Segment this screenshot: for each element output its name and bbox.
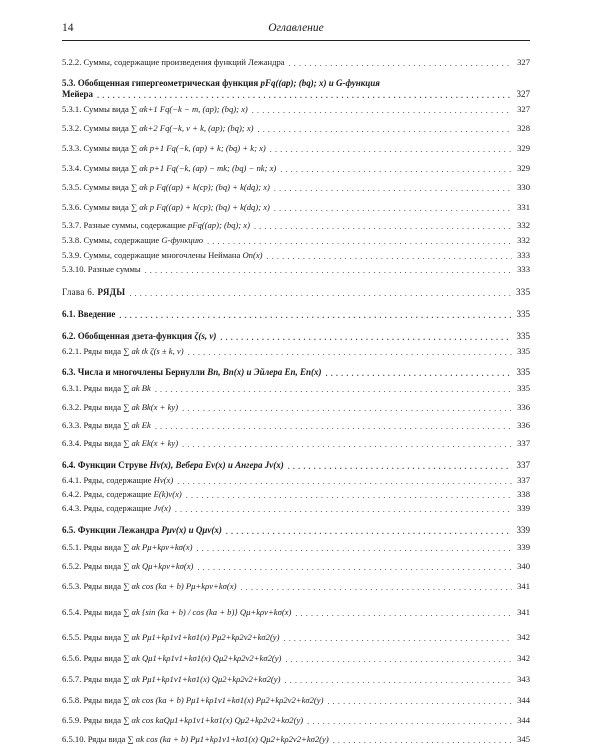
running-title: Оглавление (268, 22, 324, 34)
toc-entry[interactable]: 6.4.2. Ряды, содержащие E(k)ν(x) . . . 338 (62, 489, 530, 500)
toc-section-cont[interactable]: Мейера . . . 327 (62, 89, 530, 100)
toc-entry[interactable]: 5.3.9. Суммы, содержащие многочлены Неймана On(x) . . . 333 (62, 250, 530, 261)
toc-section[interactable]: 6.5. Функции Лежандра Pμν(x) и Qμν(x) . . . 339 (62, 525, 530, 536)
toc-entry[interactable]: 6.2.1. Ряды вида ∑ ak tk ζ(s ± k, ν) . . . 335 (62, 346, 530, 357)
toc-entry[interactable]: 6.3.4. Ряды вида ∑ ak Ek(x + ky) . . . 337 (62, 438, 530, 449)
toc-chapter[interactable]: Глава 6. РЯДЫ . . . 335 (62, 287, 530, 298)
document-page (62, 22, 531, 744)
toc-entry[interactable]: 6.3.3. Ряды вида ∑ ak Ek . . . 336 (62, 420, 530, 431)
toc-entry[interactable]: 5.3.3. Суммы вида ∑ αk p+1 Fq(−k, (ap) + k; (bq) + k; x) . . . 329 (62, 143, 530, 154)
toc-entry[interactable]: 5.3.8. Суммы, содержащие G-функцию . . . 332 (62, 235, 530, 246)
toc-entry[interactable]: 6.5.7. Ряды вида ∑ αk Pμ1+kρ1ν1+kσ1(x) Qμ2+kρ2ν2+kσ2(y) . . . 343 (62, 674, 530, 685)
toc-entry[interactable]: 6.5.8. Ряды вида ∑ αk cos (ka + b) Pμ1+kρ1ν1+kσ1(x) Pμ2+kρ2ν2+kσ2(y) . . . 344 (62, 695, 530, 706)
toc-entry[interactable]: 6.5.4. Ряды вида ∑ αk {sin (ka + b) / cos (ka + b)} Qμ+kρν+kσ(x) . . . 341 (62, 607, 530, 618)
toc-entry[interactable]: 5.3.6. Суммы вида ∑ αk p Fq((ap) + k(cp); (bq) + k(dq); x) . . . 331 (62, 202, 530, 213)
toc-entry[interactable]: 5.3.1. Суммы вида ∑ αk+1 Fq(−k − m, (ap); (bq); x) . . . 327 (62, 104, 530, 115)
toc-entry[interactable]: 6.3.1. Ряды вида ∑ ak Bk . . . 335 (62, 383, 530, 394)
toc-entry[interactable]: 6.4.3. Ряды, содержащие Jν(x) . . . 339 (62, 503, 530, 514)
toc-entry[interactable]: 6.5.9. Ряды вида ∑ αk cos kaQμ1+kρ1ν1+kσ1(x) Qμ2+kρ2ν2+kσ2(y) . . . 344 (62, 715, 530, 726)
toc-entry[interactable]: 6.5.2. Ряды вида ∑ αk Qμ+kρν+kσ(x) . . . 340 (62, 561, 530, 572)
toc-entry[interactable]: 6.3.2. Ряды вида ∑ ak Bk(x + ky) . . . 336 (62, 402, 530, 413)
toc-entry[interactable]: 6.5.3. Ряды вида ∑ αk cos (ka + b) Pμ+kρν+kσ(x) . . . 341 (62, 581, 530, 592)
page-number: 14 (62, 22, 74, 34)
page-header (62, 22, 530, 41)
toc-section[interactable]: 6.4. Функции Струве Hν(x), Вебера Eν(x) и Ангера Jν(x) . . . 337 (62, 460, 530, 471)
toc-entry[interactable]: 6.5.1. Ряды вида ∑ αk Pμ+kρν+kσ(x) . . . 339 (62, 542, 530, 553)
toc-section[interactable]: 6.1. Введение . . . 335 (62, 309, 530, 320)
toc-section[interactable]: 5.3. Обобщенная гипергеометрическая функция pFq((ap); (bq); x) и G-функция (62, 78, 380, 88)
toc-entry[interactable]: 5.3.7. Разные суммы, содержащие pFq((ap); (bq); x) . . . 332 (62, 220, 530, 231)
toc-entry[interactable]: 5.3.4. Суммы вида ∑ αk p+1 Fq(−k, (ap) − mk; (bq) − nk; x) . . . 329 (62, 163, 530, 174)
toc-section[interactable]: 6.2. Обобщенная дзета-функция ζ(s, ν) . . . 335 (62, 331, 530, 342)
toc-entry[interactable]: 5.3.10. Разные суммы . . . 333 (62, 264, 530, 275)
toc-entry[interactable]: 6.5.10. Ряды вида ∑ αk cos (ka + b) Pμ1+kρ1ν1+kσ1(x) Qμ2+kρ2ν2+kσ2(y) . . . 345 (62, 734, 530, 745)
toc-entry[interactable]: 6.5.5. Ряды вида ∑ αk Pμ1+kρ1ν1+kσ1(x) Pμ2+kρ2ν2+kσ2(y) . . . 342 (62, 632, 530, 643)
toc-entry[interactable]: 6.4.1. Ряды, содержащие Hν(x) . . . 337 (62, 475, 530, 486)
toc-entry[interactable]: 6.5.6. Ряды вида ∑ αk Qμ1+kρ1ν1+kσ1(x) Qμ2+kρ2ν2+kσ2(y) . . . 342 (62, 653, 530, 664)
toc-section[interactable]: 6.3. Числа и многочлены Бернулли Bn, Bn(x) и Эйлера En, En(x) . . . 335 (62, 367, 530, 378)
toc-entry[interactable]: 5.2.2. Суммы, содержащие произведения функций Лежандра . . . 327 (62, 57, 530, 68)
toc-entry[interactable]: 5.3.2. Суммы вида ∑ αk+2 Fq(−k, ν + k, (ap); (bq); x) . . . 328 (62, 123, 530, 134)
toc-entry[interactable]: 5.3.5. Суммы вида ∑ αk p Fq((ap) + k(cp); (bq) + k(dq); x) . . . 330 (62, 182, 530, 193)
